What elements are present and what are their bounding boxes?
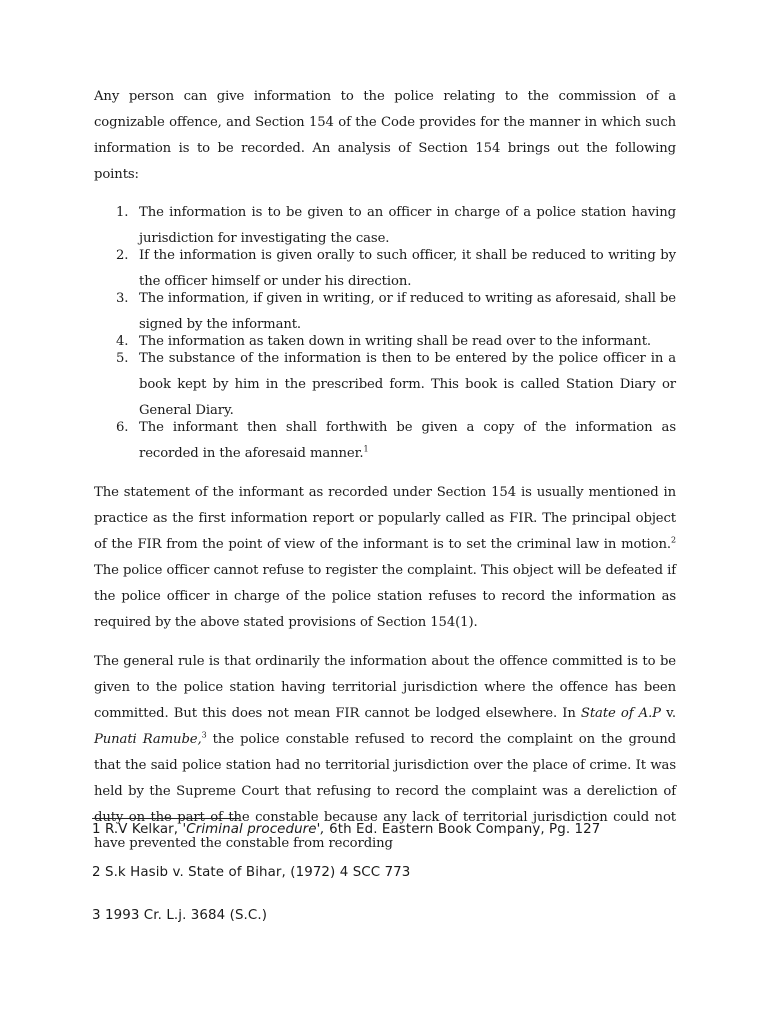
footnote-ref-3[interactable]: 3	[201, 730, 207, 740]
fir-paragraph	[94, 480, 676, 636]
case-name-party: Punati Ramube,	[94, 732, 202, 747]
case-versus: v.	[660, 706, 676, 721]
footnote-2-text: 2 S.k Hasib v. State of Bihar, (1972) 4 SCC 773	[92, 865, 411, 880]
jurisdiction-text-b: the police constable refused to record the complaint on the ground that the said police station had no territorial jurisdiction over the place of crime. It was held by the Supreme Court that refusing to record the complaint was a dereliction of duty on the part of the constable because any lack of territorial jurisdiction could not have prevented the constable from recording	[94, 732, 676, 851]
list-item-text: If the information is given orally to such officer, it shall be reduced to writing by the officer himself or under his direction.	[139, 248, 676, 289]
footnote-3-text: 3 1993 Cr. L.j. 3684 (S.C.)	[92, 908, 268, 923]
list-item	[94, 415, 676, 467]
list-number: 3.	[116, 291, 129, 306]
list-number: 2.	[116, 248, 129, 263]
footnote-2	[92, 865, 410, 880]
footnote-1-text-a: 1 R.V Kelkar,	[92, 822, 183, 837]
list-item-text: The informant then shall forthwith be given a copy of the information as recorded in the aforesaid manner.	[139, 420, 676, 461]
case-name-state: State of A.P	[580, 706, 661, 721]
list-item-text: The substance of the information is then to be entered by the police officer in a book kept by him in the prescribed form. This book is called Station Diary or General Diary.	[139, 351, 676, 418]
fir-paragraph-text-a: The statement of the informant as recorded under Section 154 is usually mentioned in practice as the first information report or popularly called as FIR. The principal object of the FIR from the point of view of the informant is to set the criminal law in motion.	[94, 485, 676, 552]
list-number: 4.	[116, 334, 129, 349]
list-number: 6.	[116, 420, 129, 435]
footnote-3	[92, 908, 267, 923]
document-body	[94, 84, 676, 857]
footnote-1	[92, 822, 600, 837]
section-154-points-list	[94, 200, 676, 467]
list-item-text: The information as taken down in writing shall be read over to the informant.	[139, 334, 651, 349]
list-item	[94, 346, 676, 424]
intro-paragraph: Any person can give information to the police relating to the commission of a cognizable offence, and Section 154 of the Code provides for the manner in which such information is to be recorded. An analysis of Section 154 brings out the following points:	[94, 89, 676, 182]
footnote-1-title: 'Criminal procedure',	[182, 822, 325, 837]
list-item-text: The information is to be given to an officer in charge of a police station having jurisdiction for investigating the case.	[139, 205, 676, 246]
list-number: 1.	[116, 205, 129, 220]
footnote-1-text-b: 6th Ed. Eastern Book Company, Pg. 127	[324, 822, 601, 837]
footnote-ref-2[interactable]: 2	[671, 535, 676, 545]
list-item-text: The information, if given in writing, or if reduced to writing as aforesaid, shall be signed by the informant.	[139, 291, 676, 332]
fir-paragraph-text-b: The police officer cannot refuse to register the complaint. This object will be defeated if the police officer in charge of the police station refuses to record the information as required by the above stated provisions of Section 154(1).	[94, 563, 676, 630]
footnote-separator	[92, 818, 239, 819]
list-number: 5.	[116, 351, 129, 366]
jurisdiction-text-a: The general rule is that ordinarily the information about the offence committed is to be given to the police station having territorial jurisdiction where the offence has been committed. But this does not mean FIR cannot be lodged elsewhere. In	[94, 654, 676, 721]
footnote-ref-1[interactable]: 1	[363, 444, 369, 454]
